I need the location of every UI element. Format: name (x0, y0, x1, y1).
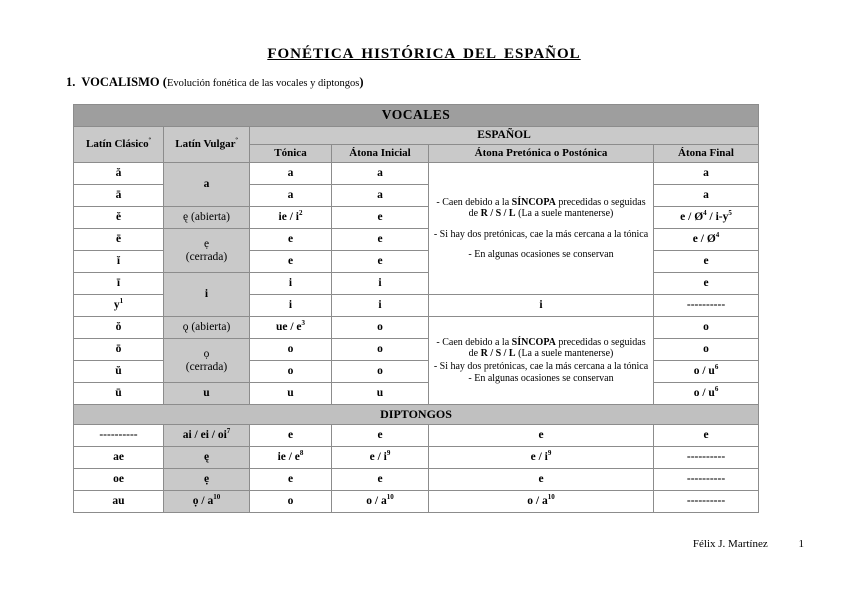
cell-pretonica: o / $a^{10}$ (429, 491, 654, 513)
vowel-table (73, 104, 759, 513)
cell-inicial: o (332, 339, 429, 361)
cell-tonica: e (250, 229, 332, 251)
header-latin-clasico: Latín Clásico$^º$ (74, 127, 164, 163)
cell-inicial: a (332, 185, 429, 207)
cell-clasico: ĕ (74, 207, 164, 229)
table-row (74, 273, 759, 295)
cell-final: e / $Ø^4 / i-y^5$ (654, 207, 759, 229)
cell-tonica: o (250, 339, 332, 361)
table-row (74, 229, 759, 251)
cell-tonica: ie / $i^2$ (250, 207, 332, 229)
cell-tonica: e (250, 469, 332, 491)
cell-final: o / $u^6$ (654, 361, 759, 383)
cell-tonica: i (250, 273, 332, 295)
cell-vulgar: ai / ei / $oi^7$ (164, 425, 250, 447)
section-heading (66, 75, 364, 90)
cell-tonica: ue / $e^3$ (250, 317, 332, 339)
cell-vulgar: ọ / $a^{10}$ (164, 491, 250, 513)
cell-final: e (654, 425, 759, 447)
diptongos-header: DIPTONGOS (74, 405, 759, 425)
cell-inicial: e (332, 469, 429, 491)
cell-inicial: u (332, 383, 429, 405)
cell-final: ---------- (654, 295, 759, 317)
header-atona-final: Átona Final (654, 145, 759, 163)
vocales-header: VOCALES (74, 105, 759, 127)
cell-clasico: ī (74, 273, 164, 295)
cell-pretonica-notes: - Caen debido a la SÍNCOPA precedidas o seguidas de R / S / L (La a suele mantenerse) - Si hay dos pretónicas, cae la más cercana a la tónica - En algunas ocasiones se conservan (429, 163, 654, 295)
cell-final: a (654, 185, 759, 207)
cell-clasico: ĭ (74, 251, 164, 273)
cell-inicial: i (332, 295, 429, 317)
cell-clasico: au (74, 491, 164, 513)
cell-clasico: ae (74, 447, 164, 469)
header-atona-inicial: Átona Inicial (332, 145, 429, 163)
section-title: VOCALISMO (81, 75, 160, 89)
cell-pretonica-notes: - Caen debido a la SÍNCOPA precedidas o seguidas de R / S / L (La a suele mantenerse) - Si hay dos pretónicas, cae la más cercana a la tónica - En algunas ocasiones se conservan (429, 317, 654, 405)
cell-pretonica: e (429, 425, 654, 447)
table-row (74, 207, 759, 229)
cell-clasico: ē (74, 229, 164, 251)
cell-tonica: o (250, 361, 332, 383)
table-row (74, 383, 759, 405)
cell-inicial: e / $i^9$ (332, 447, 429, 469)
cell-final: ---------- (654, 469, 759, 491)
cell-vulgar: ę (164, 447, 250, 469)
cell-tonica: ie / $e^8$ (250, 447, 332, 469)
table-row (74, 163, 759, 185)
cell-tonica: e (250, 425, 332, 447)
cell-pretonica: e (429, 469, 654, 491)
page-number: 1 (798, 538, 804, 550)
cell-final: a (654, 163, 759, 185)
cell-clasico: ă (74, 163, 164, 185)
table-row (74, 447, 759, 469)
cell-vulgar: ę (abierta) (164, 207, 250, 229)
cell-pretonica: e / $i^9$ (429, 447, 654, 469)
cell-tonica: o (250, 491, 332, 513)
cell-vulgar: u (164, 383, 250, 405)
cell-inicial: a (332, 163, 429, 185)
cell-tonica: e (250, 251, 332, 273)
cell-inicial: o / $a^{10}$ (332, 491, 429, 513)
table-row (74, 469, 759, 491)
cell-inicial: o (332, 361, 429, 383)
cell-inicial: e (332, 251, 429, 273)
cell-final: e / $Ø^4$ (654, 229, 759, 251)
cell-final: ---------- (654, 447, 759, 469)
footer-author: Félix J. Martínez (692, 538, 768, 550)
cell-final: e (654, 273, 759, 295)
cell-final: o / $u^6$ (654, 383, 759, 405)
cell-vulgar: ẹ (cerrada) (164, 229, 250, 273)
cell-clasico: ŏ (74, 317, 164, 339)
header-latin-vulgar: Latín Vulgar$^º$ (164, 127, 250, 163)
section-subtitle: (Evolución fonética de las vocales y diptongos) (162, 75, 364, 89)
cell-inicial: i (332, 273, 429, 295)
cell-clasico: ū (74, 383, 164, 405)
cell-pretonica: i (429, 295, 654, 317)
cell-vulgar: ọ (cerrada) (164, 339, 250, 383)
cell-clasico: $y^1$ (74, 295, 164, 317)
cell-inicial: e (332, 229, 429, 251)
page-title: FONÉTICA HISTÓRICA DEL ESPAÑOL (267, 46, 581, 62)
cell-clasico: ŭ (74, 361, 164, 383)
cell-tonica: a (250, 185, 332, 207)
header-espanol: ESPAÑOL (250, 127, 759, 145)
cell-clasico: ō (74, 339, 164, 361)
cell-final: ---------- (654, 491, 759, 513)
cell-final: e (654, 251, 759, 273)
cell-final: o (654, 339, 759, 361)
cell-clasico: ---------- (74, 425, 164, 447)
cell-clasico: ā (74, 185, 164, 207)
cell-inicial: e (332, 207, 429, 229)
cell-inicial: o (332, 317, 429, 339)
table-row (74, 425, 759, 447)
table-row (74, 491, 759, 513)
table-row (74, 317, 759, 339)
section-number: 1. (66, 75, 76, 89)
cell-vulgar: ǫ (abierta) (164, 317, 250, 339)
cell-clasico: oe (74, 469, 164, 491)
page-footer (693, 538, 804, 550)
cell-vulgar: i (164, 273, 250, 317)
cell-tonica: u (250, 383, 332, 405)
table-row (74, 339, 759, 361)
cell-vulgar: ẹ (164, 469, 250, 491)
cell-final: o (654, 317, 759, 339)
cell-vulgar: a (164, 163, 250, 207)
cell-tonica: a (250, 163, 332, 185)
header-tonica: Tónica (250, 145, 332, 163)
header-atona-pretonica: Átona Pretónica o Postónica (429, 145, 654, 163)
cell-tonica: i (250, 295, 332, 317)
cell-inicial: e (332, 425, 429, 447)
